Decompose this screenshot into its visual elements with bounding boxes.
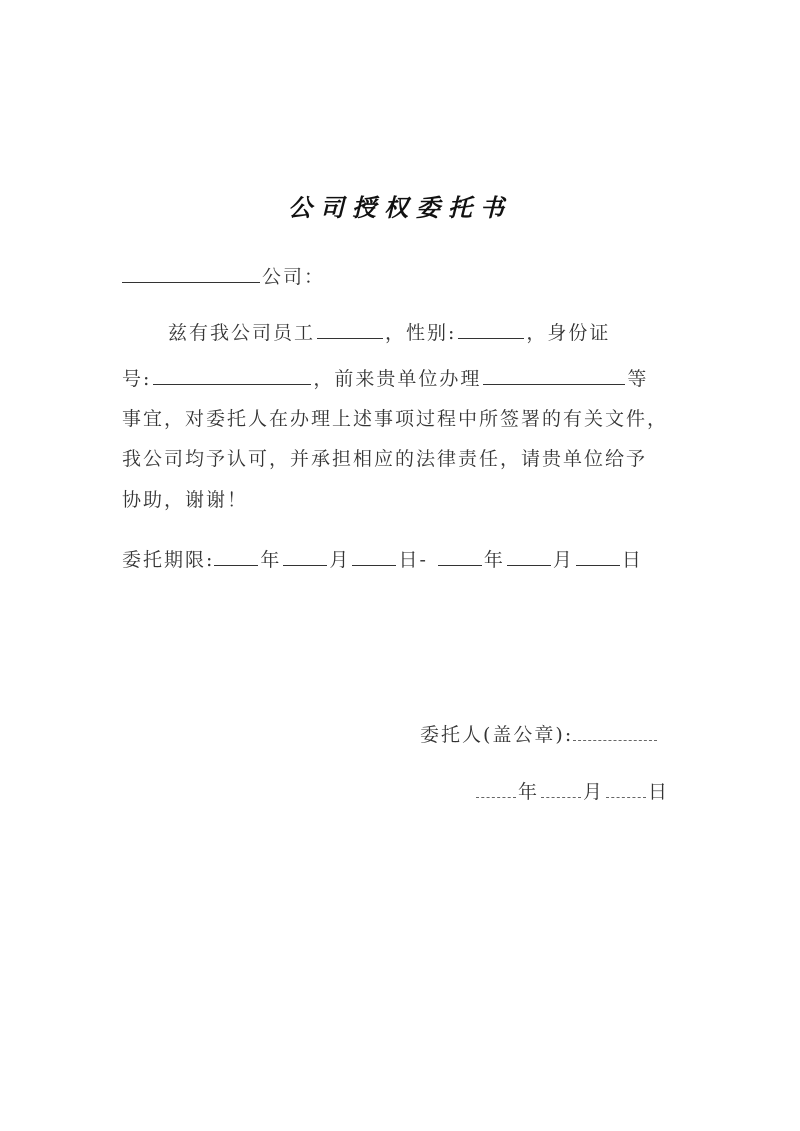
date-month-text: 月 xyxy=(583,781,605,803)
end-year-blank[interactable] xyxy=(438,545,482,566)
end-year-text: 年 xyxy=(483,549,505,571)
signature-label: 委托人(盖公章): xyxy=(420,724,574,746)
employee-name-blank[interactable] xyxy=(317,318,383,339)
date-line xyxy=(476,777,669,807)
date-year-blank[interactable] xyxy=(476,777,516,798)
start-day-text: 日- xyxy=(398,549,428,571)
body-text-1b: ，性别: xyxy=(385,322,457,344)
end-day-blank[interactable] xyxy=(576,545,620,566)
start-year-text: 年 xyxy=(260,549,282,571)
addressee-suffix: 公司： xyxy=(262,266,326,288)
start-year-blank[interactable] xyxy=(214,545,258,566)
document-title: 公司授权委托书 xyxy=(288,193,512,222)
company-name-blank[interactable] xyxy=(122,262,260,283)
id-number-blank[interactable] xyxy=(153,364,311,385)
date-month-blank[interactable] xyxy=(541,777,581,798)
matter-blank[interactable] xyxy=(483,364,625,385)
period-label: 委托期限: xyxy=(122,549,215,571)
signature-line xyxy=(420,720,659,750)
start-day-blank[interactable] xyxy=(352,545,396,566)
date-day-blank[interactable] xyxy=(606,777,646,798)
body-text-2a: 号: xyxy=(122,368,152,390)
signature-blank[interactable] xyxy=(573,720,657,741)
end-month-text: 月 xyxy=(552,549,574,571)
period-line xyxy=(122,545,643,575)
gender-blank[interactable] xyxy=(458,318,524,339)
date-day-text: 日 xyxy=(648,781,670,803)
addressee-line xyxy=(122,262,325,292)
body-text-2c: 等 xyxy=(627,368,649,390)
date-year-text: 年 xyxy=(518,781,540,803)
body-text-2b: ，前来贵单位办理 xyxy=(313,368,482,390)
body-line-5: 协助，谢谢！ xyxy=(122,489,249,511)
body-line-4: 我公司均予认可，并承担相应的法律责任，请贵单位给予 xyxy=(122,448,648,470)
end-day-text: 日 xyxy=(621,549,643,571)
start-month-blank[interactable] xyxy=(283,545,327,566)
body-line-2 xyxy=(122,364,648,394)
body-line-3: 事宜，对委托人在办理上述事项过程中所签署的有关文件， xyxy=(122,408,669,430)
body-text-1a: 兹有我公司员工 xyxy=(168,322,316,344)
body-line-1 xyxy=(168,318,610,348)
body-text-1c: ，身份证 xyxy=(526,322,611,344)
end-month-blank[interactable] xyxy=(507,545,551,566)
start-month-text: 月 xyxy=(329,549,351,571)
